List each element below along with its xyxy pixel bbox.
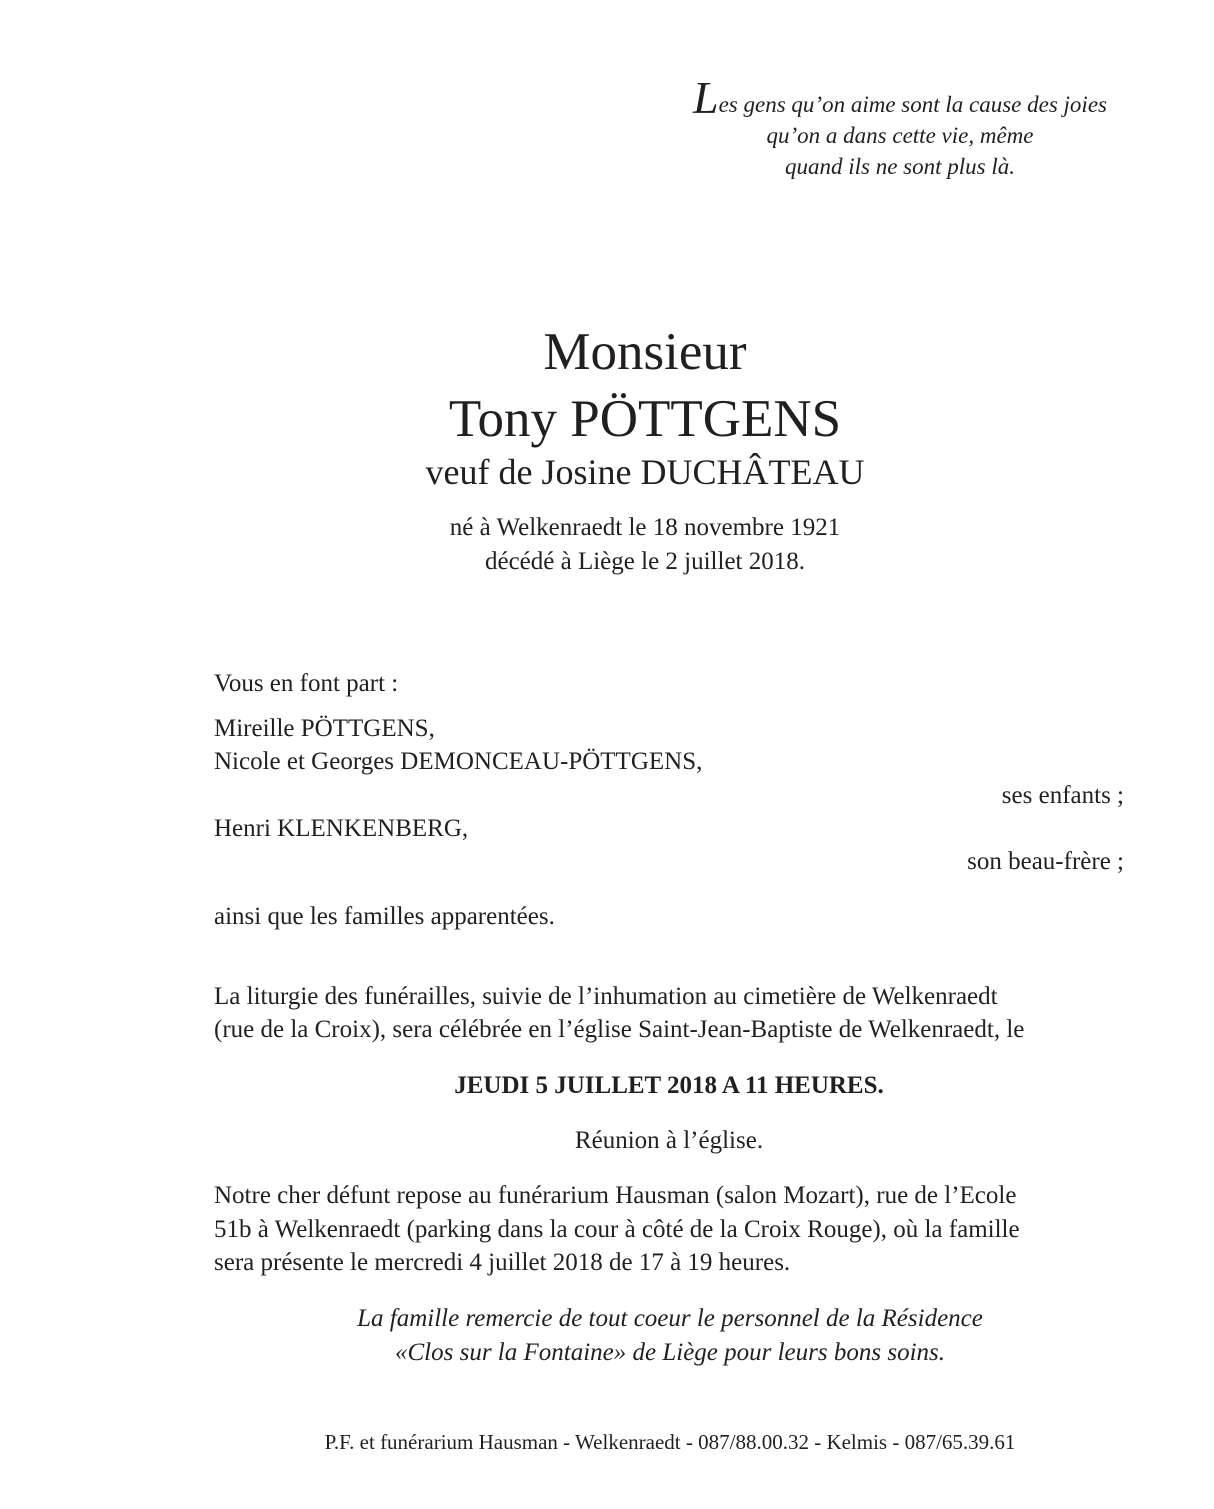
epigraph-quote	[640, 72, 1160, 182]
quote-line-1-text: es gens qu’on aime sont la cause des joies	[718, 92, 1107, 117]
visitation-line-3: sera présente le mercredi 4 juillet 2018 de 17 à 19 heures.	[214, 1249, 791, 1276]
thanks-line-1: La famille remercie de tout coeur le personnel de la Résidence	[357, 1305, 983, 1332]
ceremony-line-1: La liturgie des funérailles, suivie de l’inhumation au cimetière de Welkenraedt	[214, 983, 998, 1010]
funeral-home-footer: P.F. et funérarium Hausman - Welkenraedt - 087/88.00.32 - Kelmis - 087/65.39.61	[324, 1430, 1016, 1454]
quote-line-2: qu’on a dans cette vie, même	[766, 123, 1034, 148]
quote-line-1	[640, 72, 1160, 123]
ceremony-line-2: (rue de la Croix), sera célébrée en l’église Saint-Jean-Baptiste de Welkenraedt, le	[214, 1016, 1025, 1043]
related-families: ainsi que les familles apparentées.	[214, 903, 555, 930]
ceremony-meeting: Réunion à l’église.	[574, 1127, 764, 1154]
thanks-line-2: «Clos sur la Fontaine» de Liège pour leurs bons soins.	[394, 1339, 945, 1366]
birth-info: né à Welkenraedt le 18 novembre 1921	[449, 514, 841, 541]
quote-dropcap: L	[693, 72, 719, 123]
visitation-line-1: Notre cher défunt repose au funérarium Hausman (salon Mozart), rue de l’Ecole	[214, 1182, 1017, 1209]
child-name: Mireille PÖTTGENS,	[214, 715, 435, 742]
quote-line-3: quand ils ne sont plus là.	[784, 154, 1015, 179]
deceased-widow-of: veuf de Josine DUCHÂTEAU	[425, 452, 865, 492]
visitation-line-2: 51b à Welkenraedt (parking dans la cour à côté de la Croix Rouge), où la famille	[214, 1216, 1020, 1243]
children-relation: ses enfants ;	[1001, 782, 1124, 809]
child-name: Nicole et Georges DEMONCEAU-PÖTTGENS,	[214, 748, 703, 775]
brother-in-law-relation: son beau-frère ;	[967, 848, 1124, 875]
deceased-name: Tony PÖTTGENS	[448, 390, 842, 448]
brother-in-law-name: Henri KLENKENBERG,	[214, 815, 469, 842]
announcers-intro: Vous en font part :	[214, 670, 399, 697]
death-info: décédé à Liège le 2 juillet 2018.	[484, 548, 805, 575]
deceased-title: Monsieur	[543, 323, 747, 381]
ceremony-datetime: JEUDI 5 JUILLET 2018 A 11 HEURES.	[454, 1072, 884, 1099]
